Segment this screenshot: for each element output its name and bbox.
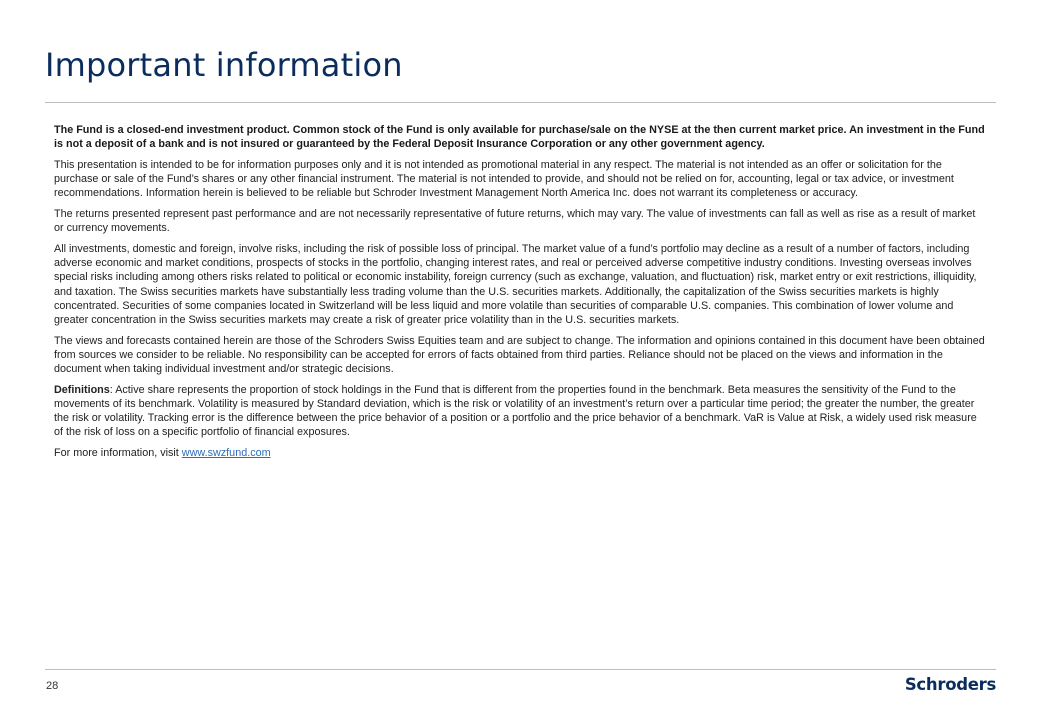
title-divider	[45, 102, 996, 103]
fund-website-link[interactable]: www.swzfund.com	[181, 447, 271, 460]
footer-divider	[45, 669, 996, 670]
schroders-logo: Schroders	[904, 675, 996, 694]
paragraph-views: The views and forecasts contained herein are those of the Schroders Swiss Equities team and are subject to change. The information and opinions contained in this document have been obtained from sources we consider to be reliable. No responsibility can be accepted for errors of facts obtained from third parties. Reliance should not be placed on the views and information in the document when taking individual investment and/or strategic decisions.	[54, 334, 985, 376]
more-info-paragraph	[54, 446, 986, 460]
fund-notice: The Fund is a closed-end investment product. Common stock of the Fund is only available for purchase/sale on the NYSE at the then current market price. An investment in the Fund is not a deposit of a bank and is not insured or guaranteed by the Federal Deposit Insurance Corporation or any other government agency.	[54, 124, 985, 151]
paragraph-risks: All investments, domestic and foreign, involve risks, including the risk of possible loss of principal. The market value of a fund’s portfolio may decline as a result of a number of factors, including adverse economic and market conditions, prospects of stocks in the portfolio, changing interest rates, and real or perceived adverse competitive industry conditions. Investing overseas involves special risks including among others risks related to political or economic instability, foreign currency (such as exchange, valuation, and fluctuation) risk, market entry or exit restrictions, illiquidity, and taxation. The Swiss securities markets have substantially less trading volume than the U.S. securities markets. Additionally, the capitalization of the Swiss securities markets is highly concentrated. Securities of some companies located in Switzerland will be less liquid and more volatile than securities of comparable U.S. companies. This combination of lower volume and greater concentration in the Swiss securities markets may create a risk of greater price volatility than in the U.S. securities markets.	[54, 242, 977, 326]
page-title: Important information	[45, 46, 403, 84]
disclaimer-body	[54, 123, 986, 467]
paragraph-purpose: This presentation is intended to be for information purposes only and it is not intended as promotional material in any respect. The material is not intended as an offer or solicitation for the purchase or sale of the Fund’s shares or any other financial instrument. The material is not intended to provide, and should not be relied on for, accounting, legal or tax advice, or investment recommendations. Information herein is believed to be reliable but Schroder Investment Management North America Inc. does not warrant its completeness or accuracy.	[54, 158, 954, 200]
definitions-label: Definitions	[54, 383, 110, 396]
definitions-paragraph	[54, 383, 986, 440]
page-number: 28	[46, 680, 59, 692]
more-info-prefix: For more information, visit	[54, 447, 182, 460]
paragraph-returns: The returns presented represent past performance and are not necessarily representative of future returns, which may vary. The value of investments can fall as well as rise as a result of market or currency movements.	[54, 208, 976, 235]
definitions-text: : Active share represents the proportion of stock holdings in the Fund that is different from the properties found in the benchmark. Beta measures the sensitivity of the Fund to the movements of its benchmark. Volatility is measured by Standard deviation, which is the risk or volatility of an investment’s return over a particular time period; the greater the number, the greater the risk or volatility. Tracking error is the difference between the price behavior of a position or a portfolio and the price behavior of a benchmark. VaR is Value at Risk, a widely used risk measure of the risk of loss on a specific portfolio of financial exposures.	[54, 383, 977, 439]
